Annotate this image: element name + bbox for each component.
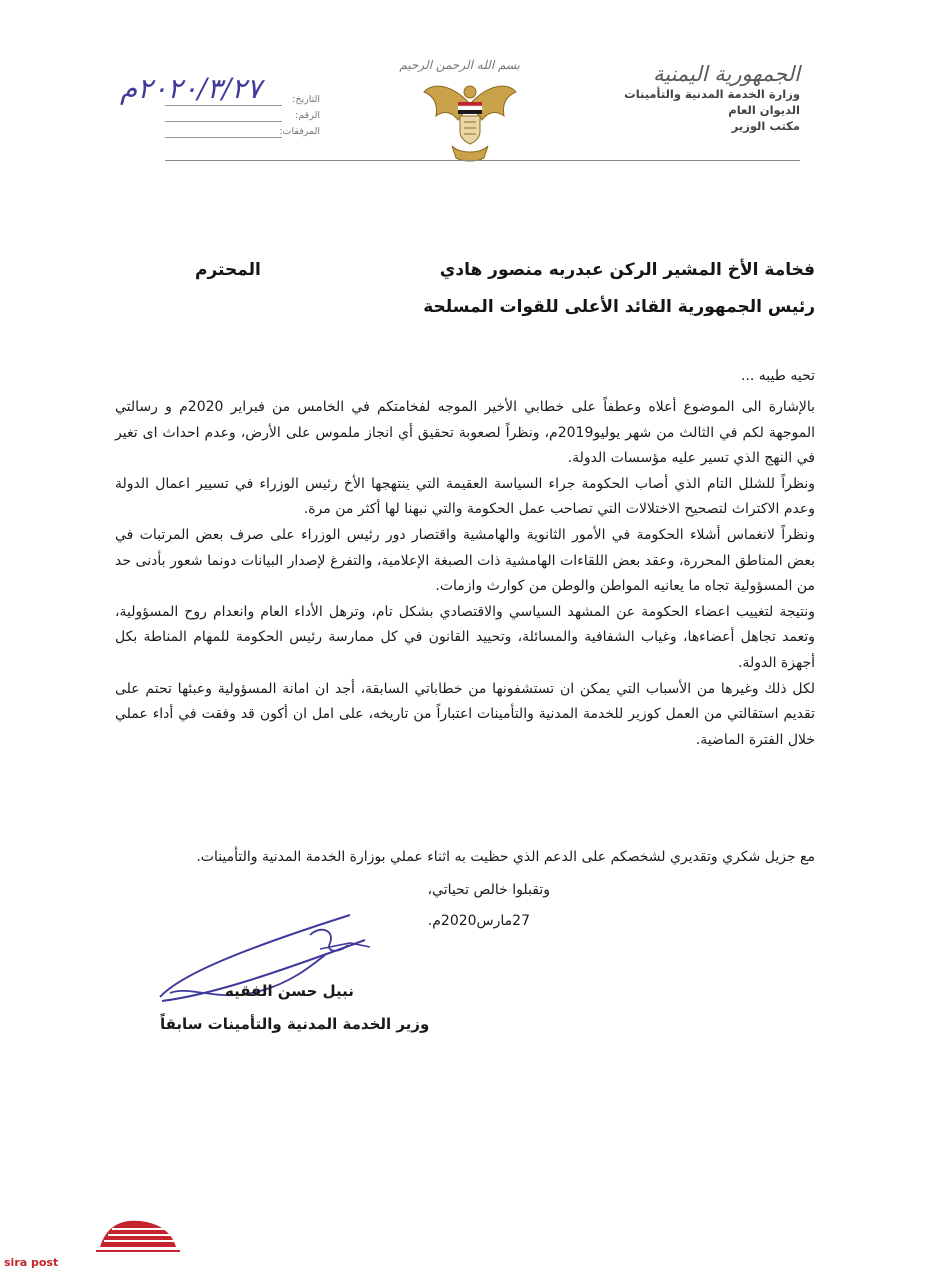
eagle-emblem-icon [422,74,518,166]
minister-office-name: مكتب الوزير [731,119,800,133]
signatory-name: نبيل حسن الفقيه [225,982,354,1000]
date-label: التاريخ: [292,94,320,105]
number-field [165,110,320,126]
letter-body [115,395,815,753]
paragraph: بالإشارة الى الموضوع أعلاه وعطفاً على خطابي الأخير الموجه لفخامتكم في الخامس من فبراير 2020م و رسالتي الموجهة لكم في الثالث من شهر يوليو2019م، ونظراً لصعوبة تحقيق أي انجاز ملموس على الأرض، وعدم احداث اى تغير في النهج الذي تسير عليه مؤسسات الدولة. [115,399,815,467]
national-emblem [399,58,520,168]
paragraph: ونتيجة لتغييب اعضاء الحكومة عن المشهد السياسي والاقتصادي بشكل تام، وترهل الأداء العام وانعدام روح المسؤولية، وتعمد تجاهل أعضاءها، وغياب الشفافية والمسائلة، وتحييد القانون في كل ممارسة رئيس الحكومة للمهام المناطة بكل أجهزة الدولة. [115,603,815,671]
addressee-title: رئيس الجمهورية القائد الأعلى للقوات المسلحة [423,297,815,317]
handwritten-date: ٢٠٢٠/٣/٢٧م [120,72,262,105]
office-name: الديوان العام [728,103,800,117]
paragraph: لكل ذلك وغيرها من الأسباب التي يمكن ان تستشفونها من خطاباتي السابقة، أجد ان امانة المسؤولية وعبئها تحتم على تقديم استقالتي من العمل كوزير للخدمة المدنية والتأمينات اعتباراً من تاريخه، على امل ان أكون قد وفقت في أداء عملي خلال الفترة الماضية. [115,680,815,748]
basmala-text: بسم الله الرحمن الرحيم [399,58,520,72]
number-rule [165,121,282,122]
header-divider [165,160,800,161]
closing-regards: وتقبلوا خالص تحياتي، [427,882,550,898]
attachments-rule [165,137,282,138]
closing-thanks: مع جزيل شكري وتقديري لشخصكم على الدعم الذي حظيت به اثناء عملي بوزارة الخدمة المدنية والتأمينات. [196,849,815,865]
republic-name: الجمهورية اليمنية [652,62,800,86]
ministry-name: وزارة الخدمة المدنية والتأمينات [624,87,800,101]
letter-date: 27مارس2020م. [427,913,530,929]
attachments-label: المرفقات: [279,126,320,137]
number-label: الرقم: [295,110,320,121]
date-field [165,94,320,110]
greeting: تحيه طيبه ... [740,368,815,384]
attachments-field [165,126,320,142]
paragraph: ونظراً لانغماس أشلاء الحكومة في الأمور الثانوية والهامشية واقتصار دور رئيس الوزراء على صرف بعض المرتبات في بعض المناطق المحررة، وعقد بعض اللقاءات الهامشية ذات الصبغة الإعلامية، والتفرغ لإصدار البيانات دونما شعور بأدنى حد من المسؤولية تجاه ما يعانيه المواطن والوطن من كوارث وازمات. [115,526,815,595]
watermark-text: sira post [4,1256,59,1269]
addressee-honorific: المحترم [195,260,261,280]
date-rule [165,105,282,106]
addressee-name: فخامة الأخ المشير الركن عبدربه منصور هادي [439,260,815,280]
paragraph: ونظراً للشلل التام الذي أصاب الحكومة جراء السياسة العقيمة التي ينتهجها الأخ رئيس الوزراء في تسيير اعمال الدولة وعدم الاكتراث لتصحيح الاختلالات التي تصاحب عمل الحكومة والتي نبهنا لها أكثر من مرة. [115,475,815,518]
ministry-header [560,62,800,134]
signatory-position: وزير الخدمة المدنية والتأمينات سابقاً [160,1015,430,1033]
